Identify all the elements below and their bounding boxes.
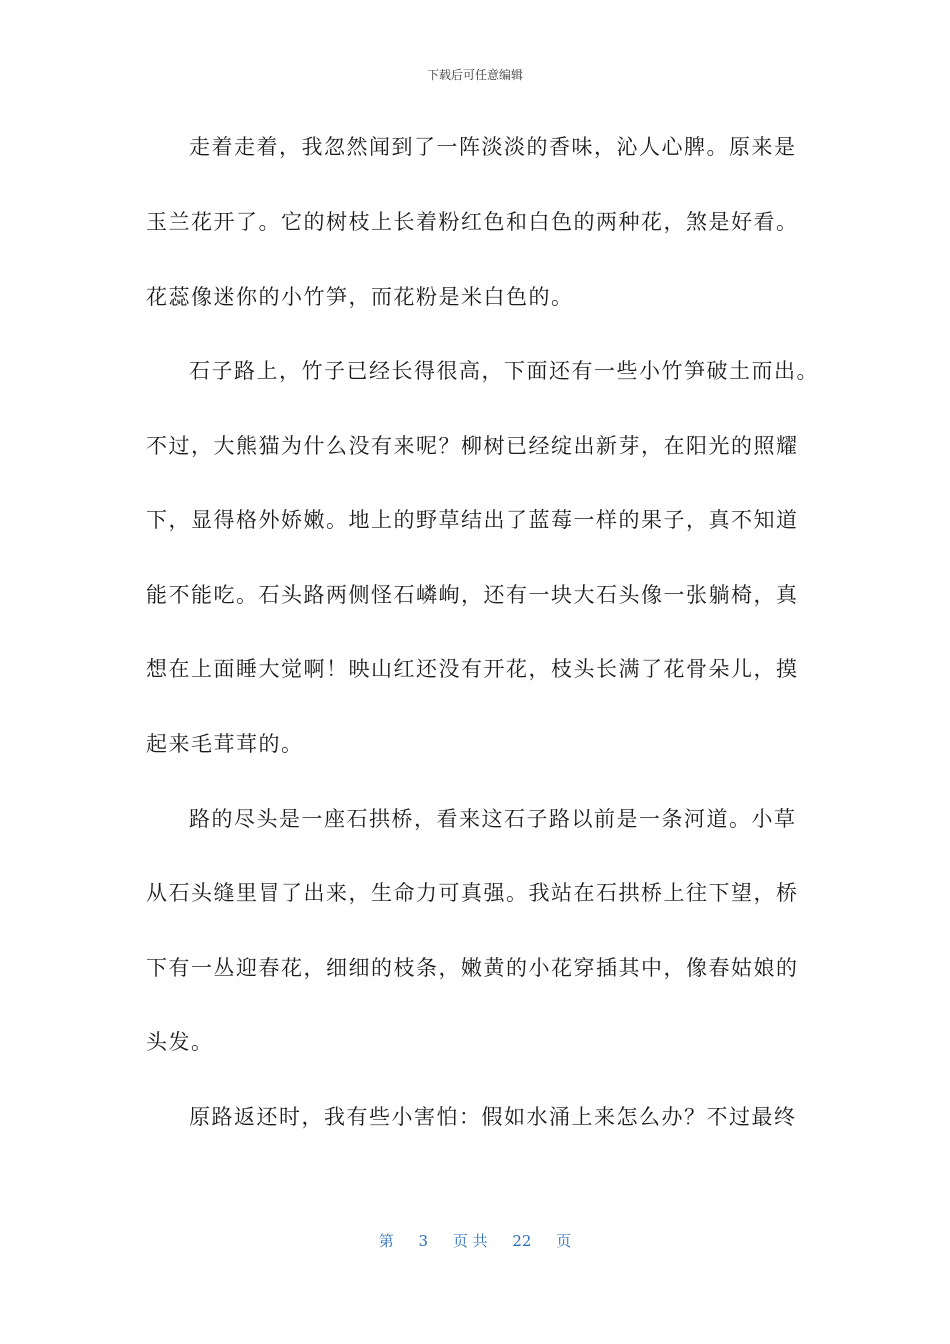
- paragraph-line: 头发。: [146, 1030, 214, 1054]
- footer-total-pages: 22: [512, 1232, 532, 1250]
- footer-suffix: 页: [556, 1232, 572, 1250]
- paragraph-line: 走着走着，我忽然闻到了一阵淡淡的香味，沁人心脾。原来是: [189, 135, 797, 159]
- footer-middle: 页 共: [452, 1232, 488, 1250]
- paragraph-line: 原路返还时，我有些小害怕：假如水涌上来怎么办？不过最终: [189, 1105, 797, 1129]
- paragraph-line: 能不能吃。石头路两侧怪石嶙峋，还有一块大石头像一张躺椅，真: [146, 583, 799, 607]
- footer-page-number: 3: [418, 1232, 429, 1250]
- paragraph-line: 从石头缝里冒了出来，生命力可真强。我站在石拱桥上往下望，桥: [146, 881, 799, 905]
- paragraph-line: 路的尽头是一座石拱桥，看来这石子路以前是一条河道。小草: [189, 807, 797, 831]
- page-header: 下载后可任意编辑: [426, 68, 523, 82]
- paragraph-line: 下有一丛迎春花，细细的枝条，嫩黄的小花穿插其中，像春姑娘的: [146, 956, 799, 980]
- paragraph-line: 石子路上，竹子已经长得很高，下面还有一些小竹笋破土而出。: [189, 359, 819, 383]
- paragraph-line: 想在上面睡大觉啊！映山红还没有开花，枝头长满了花骨朵儿，摸: [146, 657, 799, 681]
- footer-prefix: 第: [378, 1232, 394, 1250]
- page-footer: [0, 1230, 950, 1251]
- paragraph-line: 花蕊像迷你的小竹笋，而花粉是米白色的。: [146, 285, 574, 309]
- paragraph-line: 不过，大熊猫为什么没有来呢？柳树已经绽出新芽，在阳光的照耀: [146, 434, 799, 458]
- paragraph-line: 下，显得格外娇嫩。地上的野草结出了蓝莓一样的果子，真不知道: [146, 508, 799, 532]
- paragraph-line: 玉兰花开了。它的树枝上长着粉红色和白色的两种花，煞是好看。: [146, 210, 799, 234]
- paragraph-line: 起来毛茸茸的。: [146, 732, 304, 756]
